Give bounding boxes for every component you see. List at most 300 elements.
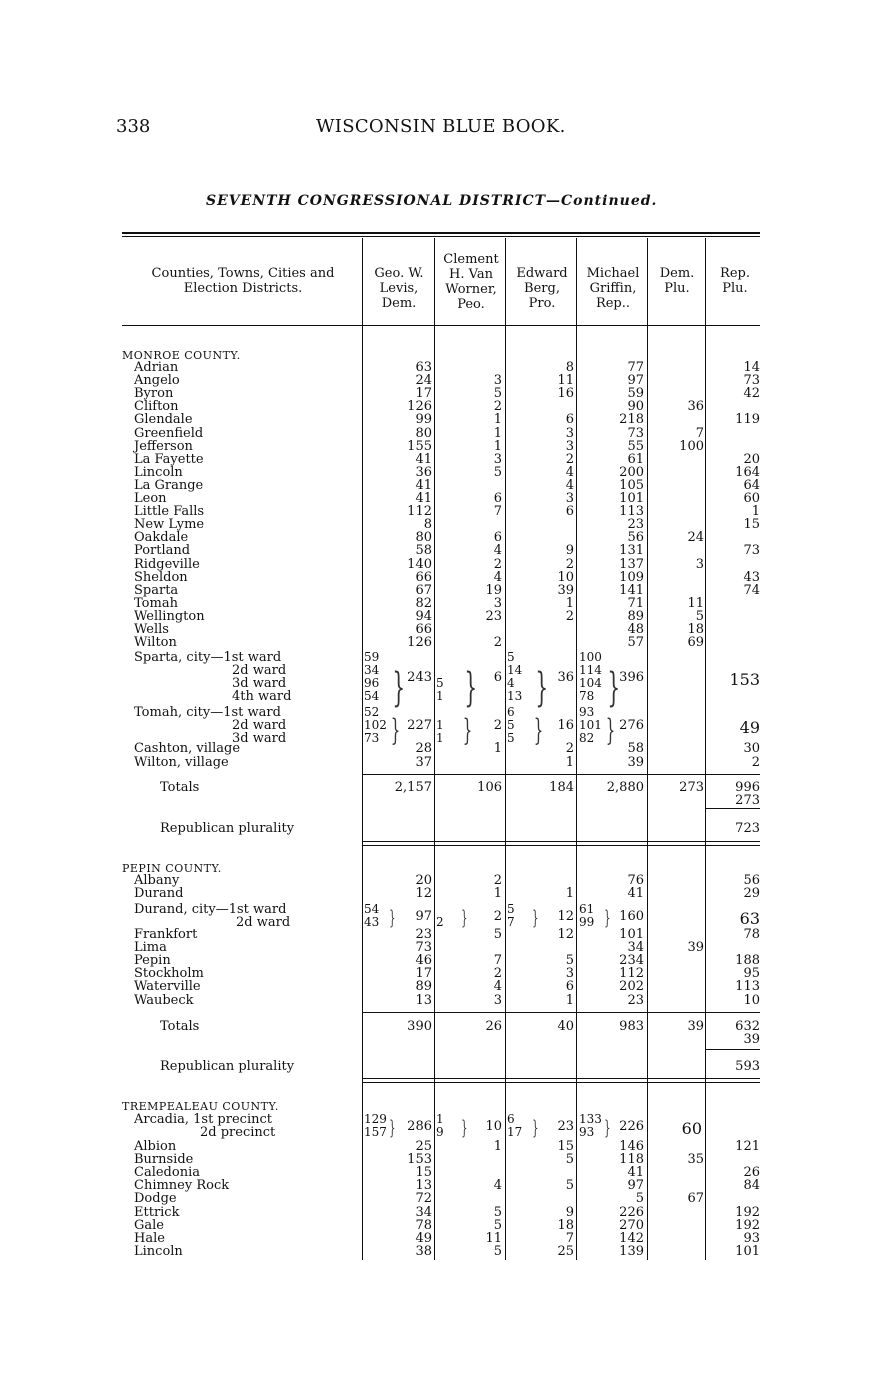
brace-icon: } (461, 904, 468, 929)
group-total-van: 6 (493, 669, 502, 685)
cell-griffin: 113 (619, 504, 644, 520)
table-rule (362, 1078, 760, 1079)
cell-rep: 164 (735, 464, 760, 480)
ward-label: 2d ward (236, 915, 291, 930)
cell-berg: 5 (565, 1178, 574, 1194)
plurality-row (0, 1060, 869, 1073)
cell-berg: 7 (565, 1230, 574, 1246)
ward-part-value: 4 (507, 676, 515, 690)
cell-griffin: 131 (619, 543, 644, 559)
cell-van: 4 (493, 543, 502, 559)
cell-griffin: 23 (627, 992, 644, 1008)
ward-part-value: 54 (364, 902, 380, 916)
cell-berg: 10 (557, 569, 574, 585)
header-bottom-rule (122, 325, 760, 326)
total-van: 26 (485, 1019, 502, 1034)
cell-rep: 101 (735, 1243, 760, 1259)
group-total-levis: 227 (407, 718, 432, 733)
brace-icon: } (533, 713, 544, 748)
table-row (0, 756, 869, 769)
cell-rep: 1 (751, 504, 760, 520)
cell-griffin: 34 (627, 940, 644, 956)
cell-berg: 2 (565, 451, 574, 467)
cell-levis: 58 (415, 543, 432, 559)
ward-label: Sparta, city—1st ward (134, 650, 282, 665)
table-row (0, 597, 869, 610)
group-total-levis: 243 (407, 669, 432, 685)
cell-griffin: 142 (619, 1230, 644, 1246)
row-name: Lincoln (134, 1243, 183, 1259)
cell-berg: 9 (565, 543, 574, 559)
cell-rep: 42 (743, 386, 760, 402)
ward-part-value: 1 (436, 689, 444, 703)
row-name: Albany (134, 873, 180, 888)
cell-levis: 28 (415, 741, 432, 756)
group-total-levis: 97 (415, 908, 432, 924)
row-name: Albion (134, 1139, 177, 1154)
cell-rep: 119 (735, 412, 760, 428)
ward-part-value: 13 (507, 689, 523, 703)
cell-griffin: 112 (619, 966, 644, 982)
table-row (0, 874, 869, 887)
ward-part-value: 102 (364, 718, 387, 732)
cell-berg: 8 (565, 360, 574, 375)
table-row (0, 980, 869, 993)
cell-rep: 192 (735, 1204, 760, 1220)
row-name: Lima (134, 940, 167, 956)
cell-griffin: 57 (627, 635, 644, 651)
row-name: Dodge (134, 1191, 177, 1207)
ward-part-value: 82 (579, 731, 595, 745)
cell-van: 6 (493, 491, 502, 506)
row-name: Chimney Rock (134, 1178, 230, 1194)
cell-dem: 100 (679, 438, 704, 454)
plurality-label: Republican plurality (160, 821, 295, 836)
cell-rep: 29 (743, 886, 760, 901)
cell-van: 3 (493, 451, 502, 467)
ward-part-value: 6 (507, 705, 515, 719)
cell-berg: 39 (557, 582, 574, 598)
ward-part-value: 99 (579, 915, 595, 929)
row-name: Little Falls (134, 504, 205, 520)
cell-levis: 13 (415, 1178, 432, 1194)
cell-griffin: 23 (627, 517, 644, 533)
cell-rep: 73 (743, 543, 760, 559)
cell-griffin: 41 (627, 1165, 644, 1181)
cell-levis: 126 (407, 399, 432, 415)
cell-rep: 26 (743, 1165, 760, 1181)
cell-griffin: 55 (627, 438, 644, 454)
ward-part-value: 61 (579, 902, 595, 916)
cell-van: 1 (493, 1139, 502, 1154)
cell-levis: 126 (407, 635, 432, 651)
table-row (0, 505, 869, 518)
cell-rep: 56 (743, 873, 760, 888)
cell-levis: 112 (407, 504, 432, 520)
ward-part-value: 100 (579, 650, 602, 664)
cell-griffin: 48 (627, 622, 644, 637)
ward-part-value: 5 (507, 902, 515, 916)
table-row (0, 361, 869, 374)
row-name: Stockholm (134, 966, 204, 982)
plurality-label: Republican plurality (160, 1059, 295, 1074)
totals-rep2 (0, 1033, 869, 1046)
cell-van: 5 (493, 1243, 502, 1259)
cell-levis: 41 (415, 477, 432, 493)
table-row (0, 427, 869, 440)
table-row (0, 636, 869, 649)
cell-berg: 9 (565, 1204, 574, 1220)
cell-griffin: 97 (627, 373, 644, 389)
cell-levis: 140 (407, 556, 432, 572)
cell-rep: 74 (743, 582, 760, 598)
ward-part-value: 133 (579, 1112, 602, 1126)
cell-rep: 78 (743, 927, 760, 942)
cell-levis: 12 (415, 886, 432, 901)
cell-van: 5 (493, 1217, 502, 1233)
cell-van: 1 (493, 886, 502, 901)
section-subtitle: SEVENTH CONGRESSIONAL DISTRICT—Continued. (206, 193, 658, 209)
group-total-rep: 63 (739, 908, 760, 928)
table-row (0, 1140, 869, 1153)
cell-griffin: 101 (619, 491, 644, 506)
header-levis: Geo. W. Levis, Dem. (374, 266, 424, 311)
ward-part-value: 14 (507, 663, 523, 677)
table-row (0, 479, 869, 492)
page-number: 338 (116, 116, 151, 137)
table-row (0, 413, 869, 426)
cell-dem: 18 (687, 622, 704, 637)
cell-berg: 3 (565, 438, 574, 454)
table-row (0, 453, 869, 466)
total-levis: 390 (407, 1019, 432, 1034)
cell-rep: 14 (743, 360, 760, 375)
total-rep: 996 (735, 780, 760, 795)
cell-levis: 66 (415, 622, 432, 637)
cell-van: 6 (493, 530, 502, 546)
cell-griffin: 109 (619, 569, 644, 585)
cell-van: 5 (493, 927, 502, 942)
cell-levis: 15 (415, 1165, 432, 1181)
ward-part-value: 5 (436, 676, 444, 690)
cell-levis: 67 (415, 582, 432, 598)
group-total-berg: 16 (557, 718, 574, 733)
table-row (0, 374, 869, 387)
cell-levis: 24 (415, 373, 432, 389)
table-row (0, 1219, 869, 1232)
cell-rep: 121 (735, 1139, 760, 1154)
cell-levis: 25 (415, 1139, 432, 1154)
county-heading: TREMPEALEAU COUNTY. (122, 1100, 279, 1113)
brace-icon: } (389, 1114, 396, 1139)
cell-rep: 188 (735, 953, 760, 969)
brace-icon: } (604, 1114, 611, 1139)
cell-levis: 153 (407, 1152, 432, 1168)
row-name: La Fayette (134, 451, 204, 467)
ward-part-value: 157 (364, 1125, 387, 1139)
cell-griffin: 105 (619, 477, 644, 493)
totals-label: Totals (160, 780, 200, 795)
header-dem-plu: Dem. Plu. (659, 266, 695, 296)
row-name: Adrian (134, 360, 179, 375)
row-name: La Grange (134, 477, 204, 493)
cell-dem: 11 (687, 595, 704, 611)
ward-part-value: 1 (436, 731, 444, 745)
group-total-van: 10 (485, 1118, 502, 1134)
brace-icon: } (390, 713, 401, 748)
cell-levis: 37 (415, 755, 432, 770)
cell-levis: 17 (415, 966, 432, 982)
table-rule (705, 1049, 760, 1050)
row-name: Durand (134, 886, 184, 901)
row-name: Burnside (134, 1152, 194, 1168)
cell-griffin: 59 (627, 386, 644, 402)
total-rep2: 39 (743, 1032, 760, 1047)
cell-griffin: 200 (619, 464, 644, 480)
ward-label: 3d ward (232, 731, 287, 746)
table-row (0, 1206, 869, 1219)
group-total-rep: 49 (739, 718, 760, 737)
table-row (0, 623, 869, 636)
table-row (0, 400, 869, 413)
cell-rep: 30 (743, 741, 760, 756)
cell-rep: 20 (743, 451, 760, 467)
table-row (0, 492, 869, 505)
cell-van: 4 (493, 569, 502, 585)
cell-berg: 3 (565, 966, 574, 982)
cell-levis: 66 (415, 569, 432, 585)
cell-levis: 13 (415, 992, 432, 1008)
cell-van: 1 (493, 412, 502, 428)
row-name: Frankfort (134, 927, 198, 942)
cell-van: 2 (493, 635, 502, 651)
ward-part-value: 17 (507, 1125, 523, 1139)
cell-dem: 3 (695, 556, 704, 572)
cell-levis: 17 (415, 386, 432, 402)
cell-van: 1 (493, 741, 502, 756)
cell-van: 7 (493, 953, 502, 969)
total-berg: 40 (557, 1019, 574, 1034)
cell-dem: 67 (687, 1191, 704, 1207)
table-row (0, 387, 869, 400)
cell-griffin: 5 (635, 1191, 644, 1207)
cell-berg: 6 (565, 412, 574, 428)
cell-dem: 7 (695, 425, 704, 441)
row-name: Wellington (134, 608, 205, 624)
cell-van: 5 (493, 1204, 502, 1220)
brace-icon: } (389, 904, 396, 929)
row-name: Jefferson (134, 438, 193, 454)
table-row (0, 1166, 869, 1179)
plurality-value: 723 (735, 821, 760, 836)
ward-part-value: 78 (579, 689, 595, 703)
row-name: Wilton, village (134, 755, 229, 770)
group-total-griffin: 226 (619, 1118, 644, 1134)
table-row (0, 928, 869, 941)
brace-icon: } (462, 713, 473, 748)
cell-levis: 38 (415, 1243, 432, 1259)
cell-berg: 12 (557, 927, 574, 942)
group-total-griffin: 396 (619, 669, 644, 685)
row-name: Leon (134, 491, 167, 506)
row-name: Pepin (134, 953, 171, 969)
cell-griffin: 218 (619, 412, 644, 428)
group-total-griffin: 276 (619, 718, 644, 733)
row-name: Caledonia (134, 1165, 200, 1181)
cell-berg: 1 (565, 595, 574, 611)
ward-part-value: 5 (507, 650, 515, 664)
table-rule (362, 845, 760, 846)
cell-griffin: 97 (627, 1178, 644, 1194)
header-griffin: Michael Griffin, Rep.. (586, 266, 640, 311)
header-vanworner: Clement H. Van Worner, Peo. (443, 252, 499, 312)
ward-part-value: 96 (364, 676, 380, 690)
cell-rep: 113 (735, 979, 760, 995)
row-name: Cashton, village (134, 741, 241, 756)
table-row (0, 610, 869, 623)
group-total-van: 2 (493, 908, 502, 924)
brace-icon: } (604, 904, 611, 929)
brace-icon: } (535, 664, 549, 711)
cell-berg: 16 (557, 386, 574, 402)
cell-rep: 93 (743, 1230, 760, 1246)
table-row (0, 558, 869, 571)
ward-label: 4th ward (232, 689, 292, 704)
total-griffin: 983 (619, 1019, 644, 1034)
total-griffin: 2,880 (606, 780, 644, 795)
table-row (0, 518, 869, 531)
cell-griffin: 137 (619, 556, 644, 572)
table-row (0, 1179, 869, 1192)
row-name: New Lyme (134, 517, 205, 533)
cell-griffin: 226 (619, 1204, 644, 1220)
cell-rep: 10 (743, 992, 760, 1008)
cell-van: 1 (493, 425, 502, 441)
cell-berg: 4 (565, 477, 574, 493)
ward-part-value: 54 (364, 689, 380, 703)
cell-levis: 49 (415, 1230, 432, 1246)
table-rule (362, 774, 760, 775)
ward-part-value: 93 (579, 1125, 595, 1139)
cell-rep: 2 (751, 755, 760, 770)
brace-icon: } (392, 664, 406, 711)
row-name: Hale (134, 1230, 165, 1246)
cell-berg: 1 (565, 755, 574, 770)
ward-part-value: 52 (364, 705, 380, 719)
ward-part-value: 1 (436, 1112, 444, 1126)
group-total-dem: 60 (681, 1118, 702, 1138)
cell-berg: 25 (557, 1243, 574, 1259)
row-name: Byron (134, 386, 174, 402)
cell-griffin: 58 (627, 741, 644, 756)
cell-berg: 1 (565, 886, 574, 901)
cell-levis: 82 (415, 595, 432, 611)
brace-icon: } (532, 904, 539, 929)
cell-berg: 6 (565, 504, 574, 520)
cell-levis: 80 (415, 425, 432, 441)
ward-part-value: 129 (364, 1112, 387, 1126)
row-name: Waubeck (134, 992, 194, 1008)
row-name: Oakdale (134, 530, 189, 546)
cell-berg: 2 (565, 608, 574, 624)
ward-label: 3d ward (232, 676, 287, 691)
cell-rep: 43 (743, 569, 760, 585)
cell-levis: 94 (415, 608, 432, 624)
cell-van: 1 (493, 438, 502, 454)
row-name: Greenfield (134, 425, 204, 441)
cell-griffin: 56 (627, 530, 644, 546)
cell-levis: 41 (415, 491, 432, 506)
ward-part-value: 104 (579, 676, 602, 690)
table-row (0, 1153, 869, 1166)
cell-van: 4 (493, 1178, 502, 1194)
cell-berg: 4 (565, 464, 574, 480)
cell-griffin: 76 (627, 873, 644, 888)
table-row (0, 1192, 869, 1205)
plurality-row (0, 822, 869, 835)
totals-rep2 (0, 794, 869, 807)
table-rule (362, 1012, 760, 1013)
total-levis: 2,157 (394, 780, 432, 795)
cell-berg: 6 (565, 979, 574, 995)
cell-levis: 78 (415, 1217, 432, 1233)
cell-van: 2 (493, 556, 502, 572)
cell-levis: 8 (423, 517, 432, 533)
cell-griffin: 39 (627, 755, 644, 770)
table-row (0, 994, 869, 1007)
cell-van: 5 (493, 386, 502, 402)
table-row (0, 742, 869, 755)
plurality-value: 593 (735, 1059, 760, 1074)
cell-griffin: 90 (627, 399, 644, 415)
ward-label: 2d ward (232, 663, 287, 678)
ward-part-value: 43 (364, 915, 380, 929)
total-dem: 273 (679, 780, 704, 795)
page-title: WISCONSIN BLUE BOOK. (316, 116, 566, 137)
cell-berg: 18 (557, 1217, 574, 1233)
table-rule (362, 1082, 760, 1083)
cell-van: 2 (493, 873, 502, 888)
total-berg: 184 (549, 780, 574, 795)
header-berg: Edward Berg, Pro. (516, 266, 568, 311)
cell-rep: 192 (735, 1217, 760, 1233)
table-row (0, 941, 869, 954)
cell-griffin: 41 (627, 886, 644, 901)
row-name: Sparta (134, 582, 179, 598)
brace-icon: } (532, 1114, 539, 1139)
ward-part-value: 34 (364, 663, 380, 677)
group-total-berg: 12 (557, 908, 574, 924)
totals-row (0, 1020, 869, 1033)
ward-part-value: 101 (579, 718, 602, 732)
cell-berg: 2 (565, 741, 574, 756)
table-row (0, 1245, 869, 1258)
row-name: Tomah (134, 595, 178, 611)
row-name: Wilton (134, 635, 177, 651)
cell-rep: 95 (743, 966, 760, 982)
table-row (0, 1232, 869, 1245)
cell-berg: 3 (565, 491, 574, 506)
group-total-berg: 36 (557, 669, 574, 685)
table-row (0, 571, 869, 584)
cell-levis: 155 (407, 438, 432, 454)
cell-rep: 64 (743, 477, 760, 493)
cell-griffin: 202 (619, 979, 644, 995)
cell-berg: 3 (565, 425, 574, 441)
cell-van: 23 (485, 608, 502, 624)
cell-dem: 36 (687, 399, 704, 415)
cell-griffin: 89 (627, 608, 644, 624)
